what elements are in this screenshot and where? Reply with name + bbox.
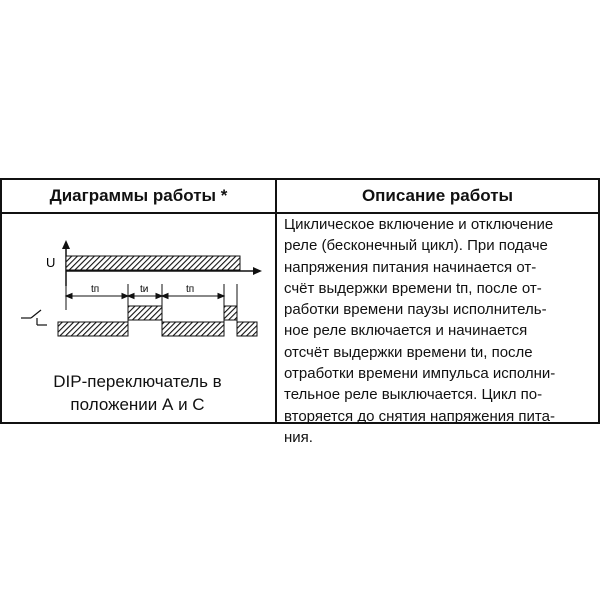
description-line: тельное реле выключается. Цикл по- <box>284 386 543 404</box>
arrow-head <box>66 294 72 299</box>
description-line: Циклическое включение и отключение <box>284 216 554 233</box>
header-description: Описание работы <box>361 186 514 205</box>
axis-label-u: U <box>46 255 56 270</box>
description-line: отсчёт выдержки времени tи, после <box>284 343 533 361</box>
description-line: реле (бесконечный цикл). При подаче <box>284 237 548 255</box>
relay-on-segment <box>224 306 237 320</box>
pause-time-label: tп <box>91 284 100 295</box>
header-diagrams: Диаграммы работы * <box>49 186 228 205</box>
time-axis-arrow <box>253 267 262 275</box>
description-line: отработки времени импульса исполни- <box>284 365 556 383</box>
relay-contact-symbol <box>21 310 47 325</box>
operation-table <box>0 178 600 446</box>
arrow-head <box>128 294 134 299</box>
relay-on-segment <box>128 306 162 320</box>
caption-line-1: DIP-переключатель в <box>53 372 222 391</box>
relay-off-segment <box>58 322 128 336</box>
timing-diagram <box>0 214 275 394</box>
dip-switch-caption <box>0 370 275 416</box>
description-line: ное реле включается и начинается <box>284 322 528 340</box>
description-line: вторяется до снятия напряжения пита- <box>284 407 555 425</box>
table-column-divider <box>275 178 277 424</box>
description-line: напряжения питания начинается от- <box>284 258 537 276</box>
description-line: ния. <box>284 428 313 446</box>
description-line: работки времени паузы исполнитель- <box>284 301 547 319</box>
pulse-time-label: tи <box>140 284 149 295</box>
relay-off-segment <box>162 322 224 336</box>
operation-description <box>284 214 594 448</box>
supply-voltage-bar <box>66 256 240 270</box>
pause-time-label: tп <box>186 284 195 295</box>
caption-line-2: положении А и С <box>70 395 205 414</box>
arrow-head <box>162 294 168 299</box>
voltage-axis-arrow <box>62 240 70 249</box>
timing-diagram-cell <box>0 214 275 424</box>
arrow-head <box>218 294 224 299</box>
description-line: счёт выдержки времени tп, после от- <box>284 279 542 297</box>
relay-off-segment <box>237 322 257 336</box>
